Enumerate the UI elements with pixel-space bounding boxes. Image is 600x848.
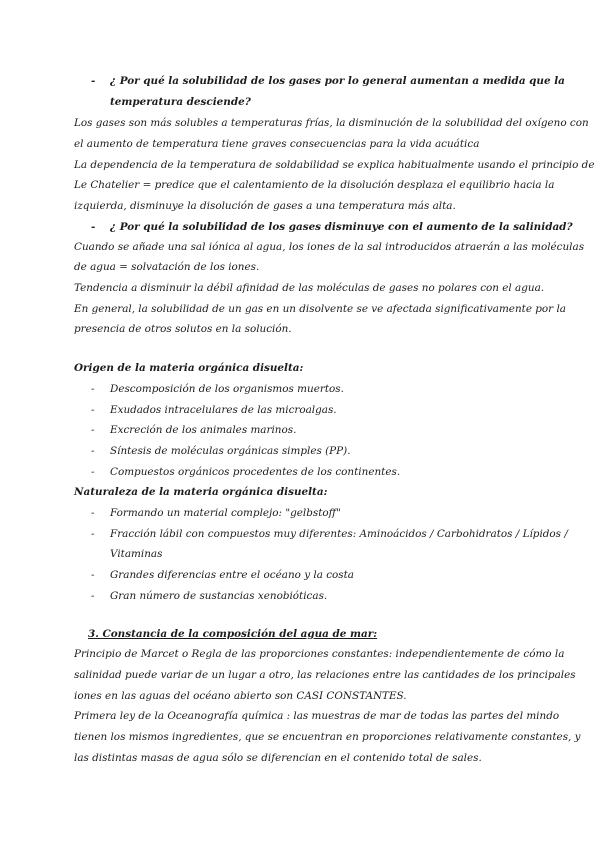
- paragraph-line: las distintas masas de agua sólo se diferencian en el contenido total de sales.: [74, 752, 482, 764]
- bullet-dash: -: [91, 424, 95, 436]
- bullet-dash: -: [91, 466, 95, 478]
- paragraph-line: En general, la solubilidad de un gas en un disolvente se ve afectada significativamente por la: [74, 303, 566, 315]
- question-1-line-2: temperatura desciende?: [110, 96, 251, 108]
- origen-heading: Origen de la materia orgánica disuelta:: [74, 362, 304, 374]
- bullet-dash: -: [91, 404, 95, 416]
- paragraph-line: Tendencia a disminuir la débil afinidad de las moléculas de gases no polares con el agua.: [74, 282, 545, 294]
- paragraph-line: Los gases son más solubles a temperaturas frías, la disminución de la solubilidad del oxígeno con: [74, 117, 589, 129]
- list-item: Fracción lábil con compuestos muy diferentes: Aminoácidos / Carbohidratos / Lípidos /: [110, 528, 568, 540]
- list-item: Síntesis de moléculas orgánicas simples (PP).: [110, 445, 351, 457]
- list-item: Grandes diferencias entre el océano y la costa: [110, 569, 354, 581]
- paragraph-line: tienen los mismos ingredientes, que se encuentran en proporciones relativamente constantes, y: [74, 731, 581, 743]
- bullet-dash: -: [91, 507, 95, 519]
- list-item: Compuestos orgánicos procedentes de los continentes.: [110, 466, 401, 478]
- paragraph-line: Primera ley de la Oceanografía química : las muestras de mar de todas las partes del mindo: [74, 710, 560, 722]
- list-item: Formando un material complejo: "gelbstoff": [110, 507, 341, 519]
- bullet-dash: -: [91, 383, 95, 395]
- bullet-dash: -: [91, 445, 95, 457]
- bullet-dash: -: [91, 75, 96, 87]
- list-item: Descomposición de los organismos muertos.: [110, 383, 344, 395]
- bullet-dash: -: [91, 569, 95, 581]
- question-2: ¿ Por qué la solubilidad de los gases disminuye con el aumento de la salinidad?: [110, 221, 573, 233]
- paragraph-line: La dependencia de la temperatura de soldabilidad se explica habitualmente usando el principio de: [74, 159, 595, 171]
- paragraph-line: izquierda, disminuye la disolución de gases a una temperatura más alta.: [74, 200, 456, 212]
- paragraph-line: iones en las aguas del océano abierto son CASI CONSTANTES.: [74, 690, 407, 702]
- paragraph-line: presencia de otros solutos en la solución.: [74, 323, 292, 335]
- naturaleza-heading: Naturaleza de la materia orgánica disuelta:: [74, 486, 328, 498]
- list-item-continuation: Vitaminas: [110, 548, 163, 560]
- list-item: Excreción de los animales marinos.: [110, 424, 297, 436]
- section-3-heading: 3. Constancia de la composición del agua de mar:: [88, 628, 378, 640]
- question-1-line-1: ¿ Por qué la solubilidad de los gases por lo general aumentan a medida que la: [110, 75, 565, 87]
- bullet-dash: -: [91, 590, 95, 602]
- bullet-dash: -: [91, 221, 96, 233]
- paragraph-line: Cuando se añade una sal iónica al agua, los iones de la sal introducidos atraerán a las moléculas: [74, 241, 585, 253]
- paragraph-line: Le Chatelier = predice que el calentamiento de la disolución desplaza el equilibrio hacia la: [74, 179, 555, 191]
- list-item: Exudados intracelulares de las microalgas.: [110, 404, 337, 416]
- bullet-dash: -: [91, 528, 95, 540]
- paragraph-line: el aumento de temperatura tiene graves consecuencias para la vida acuática: [74, 138, 480, 150]
- paragraph-line: de agua = solvatación de los iones.: [74, 261, 260, 273]
- paragraph-line: salinidad puede variar de un lugar a otro, las relaciones entre las cantidades de los principales: [74, 669, 576, 681]
- list-item: Gran número de sustancias xenobióticas.: [110, 590, 328, 602]
- paragraph-line: Principio de Marcet o Regla de las proporciones constantes: independientemente de cómo la: [74, 648, 565, 660]
